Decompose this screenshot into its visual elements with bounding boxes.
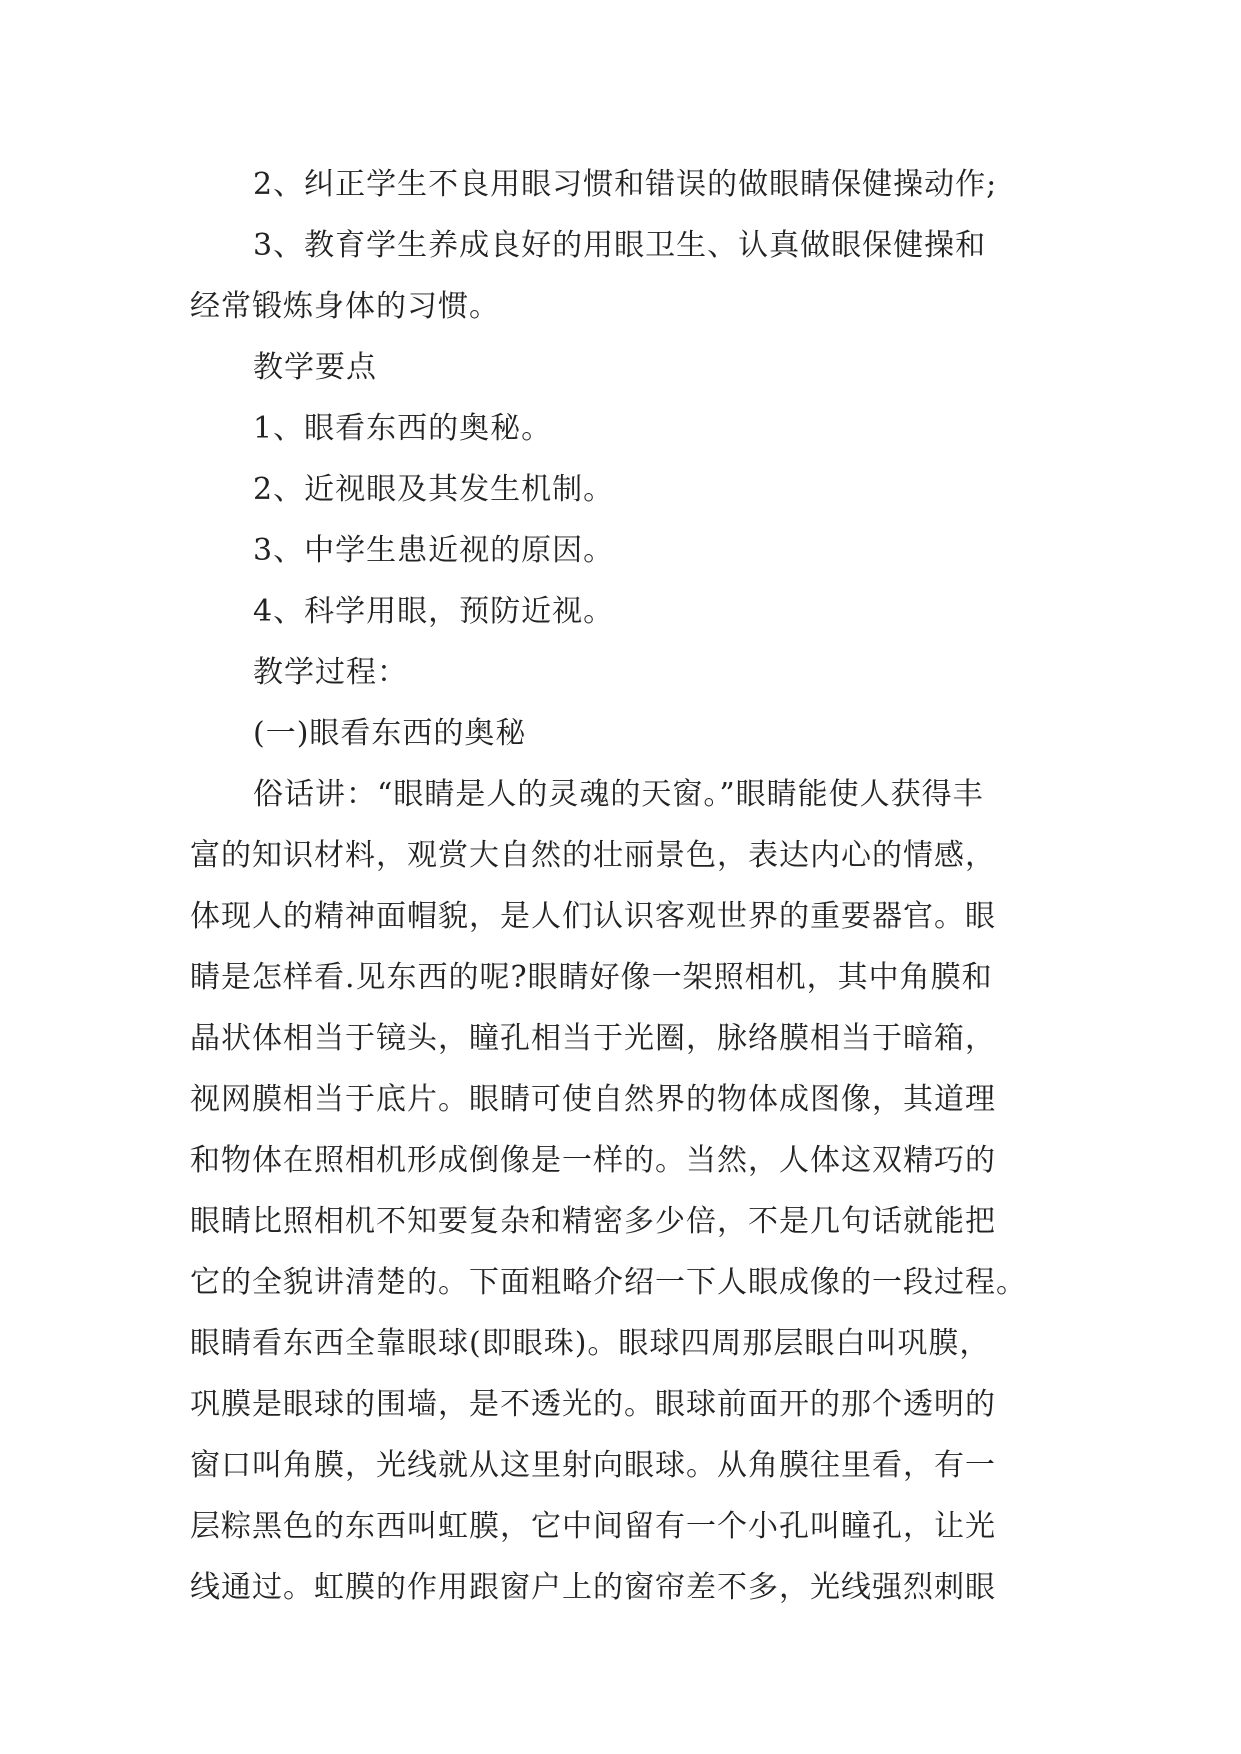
text-line: 视网膜相当于底片。眼睛可使自然界的物体成图像，其道理 bbox=[190, 1082, 996, 1117]
section-heading: 教学过程： bbox=[253, 655, 408, 690]
text-line: 线通过。虹膜的作用跟窗户上的窗帘差不多，光线强烈刺眼 bbox=[190, 1570, 996, 1605]
text-line: 富的知识材料，观赏大自然的壮丽景色，表达内心的情感， bbox=[190, 838, 996, 873]
text-line: 3、中学生患近视的原因。 bbox=[253, 533, 615, 568]
text-line: 2、近视眼及其发生机制。 bbox=[253, 472, 615, 507]
text-line: 眼睛比照相机不知要复杂和精密多少倍，不是几句话就能把 bbox=[190, 1204, 996, 1239]
text-line: 眼睛看东西全靠眼球(即眼珠)。眼球四周那层眼白叫巩膜， bbox=[190, 1326, 991, 1361]
text-line: 窗口叫角膜，光线就从这里射向眼球。从角膜往里看，有一 bbox=[190, 1448, 996, 1483]
text-line: 它的全貌讲清楚的。下面粗略介绍一下人眼成像的一段过程。 bbox=[190, 1265, 1027, 1300]
text-line: 俗话讲：“眼睛是人的灵魂的天窗。”眼睛能使人获得丰 bbox=[253, 777, 984, 812]
text-line: 3、教育学生养成良好的用眼卫生、认真做眼保健操和 bbox=[253, 228, 987, 263]
section-heading: 教学要点 bbox=[253, 350, 377, 385]
text-line: 睛是怎样看.见东西的呢?眼睛好像一架照相机，其中角膜和 bbox=[190, 960, 993, 995]
text-line: 层粽黑色的东西叫虹膜，它中间留有一个小孔叫瞳孔，让光 bbox=[190, 1509, 996, 1544]
text-line: 2、纠正学生不良用眼习惯和错误的做眼睛保健操动作; bbox=[253, 167, 998, 202]
text-line: 巩膜是眼球的围墙，是不透光的。眼球前面开的那个透明的 bbox=[190, 1387, 996, 1422]
document-body bbox=[190, 154, 1050, 1618]
text-line: 和物体在照相机形成倒像是一样的。当然，人体这双精巧的 bbox=[190, 1143, 996, 1178]
text-line: 1、眼看东西的奥秘。 bbox=[253, 411, 553, 446]
subsection-heading: (一)眼看东西的奥秘 bbox=[253, 716, 527, 751]
text-line: 经常锻炼身体的习惯。 bbox=[190, 289, 500, 324]
text-line: 4、科学用眼，预防近视。 bbox=[253, 594, 615, 629]
text-line: 体现人的精神面帽貌，是人们认识客观世界的重要器官。眼 bbox=[190, 899, 996, 934]
text-line: 晶状体相当于镜头，瞳孔相当于光圈，脉络膜相当于暗箱， bbox=[190, 1021, 996, 1056]
